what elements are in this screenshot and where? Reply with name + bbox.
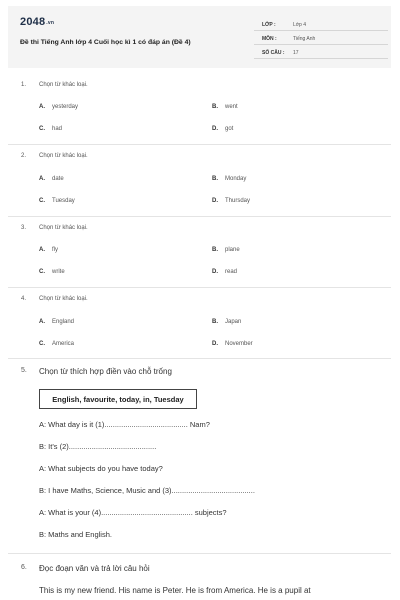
meta-grade-label: LỚP : xyxy=(262,22,276,28)
option-c[interactable]: C. America xyxy=(39,341,75,347)
option-d[interactable]: D. got xyxy=(212,126,234,132)
option-b[interactable]: B. went xyxy=(212,104,238,110)
meta-count-value: 17 xyxy=(293,50,299,56)
question-prompt: Đọc đoạn văn và trả lời câu hỏi xyxy=(39,564,150,573)
word-bank-box xyxy=(39,389,197,409)
question-prompt: Chọn từ thích hợp điền vào chỗ trống xyxy=(39,367,172,376)
divider xyxy=(8,287,391,288)
divider xyxy=(8,553,391,554)
dialogue-line: B: Maths and English. xyxy=(39,530,112,539)
question-prompt: Chọn từ khác loại. xyxy=(39,153,88,159)
reading-paragraph: This is my new friend. His name is Peter. He is from America. He is a pupil at xyxy=(39,586,311,595)
option-c[interactable]: C. had xyxy=(39,126,63,132)
meta-grade-value: Lớp 4 xyxy=(293,22,307,28)
meta-subject-label: MÔN : xyxy=(262,36,277,42)
divider xyxy=(8,144,391,145)
option-a[interactable]: A. England xyxy=(39,319,75,325)
option-a[interactable]: A. date xyxy=(39,176,64,182)
divider xyxy=(8,358,391,359)
dialogue-line: B: I have Maths, Science, Music and (3)........................................ xyxy=(39,486,255,495)
question-number: 3. xyxy=(21,225,27,231)
site-logo[interactable]: 2048.vn xyxy=(20,16,55,28)
option-b[interactable]: B. Monday xyxy=(212,176,247,182)
page-title: Đề thi Tiếng Anh lớp 4 Cuối học kì 1 có đáp án (Đề 4) xyxy=(20,39,191,46)
option-a[interactable]: A. fly xyxy=(39,247,58,253)
question-prompt: Chọn từ khác loại. xyxy=(39,82,88,88)
meta-question-count xyxy=(254,48,388,59)
meta-subject xyxy=(254,34,388,45)
question-number: 1. xyxy=(21,82,27,88)
question-prompt: Chọn từ khác loại. xyxy=(39,296,88,302)
dialogue-line: B: It's (2).......................................... xyxy=(39,442,157,451)
option-b[interactable]: B. plane xyxy=(212,247,240,253)
meta-subject-value: Tiếng Anh xyxy=(293,36,316,42)
option-b[interactable]: B. Japan xyxy=(212,319,242,325)
question-number: 6. xyxy=(21,564,27,571)
meta-count-label: SỐ CÂU : xyxy=(262,50,285,56)
option-d[interactable]: D. November xyxy=(212,341,253,347)
exam-header xyxy=(8,6,391,68)
question-prompt: Chọn từ khác loại. xyxy=(39,225,88,231)
option-d[interactable]: D. read xyxy=(212,269,238,275)
dialogue-line: A: What day is it (1)........................................ Nam? xyxy=(39,420,210,429)
word-bank-text: English, favourite, today, in, Tuesday xyxy=(52,395,184,404)
option-a[interactable]: A. yesterday xyxy=(39,104,79,110)
option-d[interactable]: D. Thursday xyxy=(212,198,251,204)
option-c[interactable]: C. write xyxy=(39,269,65,275)
dialogue-line: A: What subjects do you have today? xyxy=(39,464,163,473)
option-c[interactable]: C. Tuesday xyxy=(39,198,75,204)
question-number: 4. xyxy=(21,296,27,302)
meta-grade xyxy=(254,20,388,31)
divider xyxy=(8,216,391,217)
dialogue-line: A: What is your (4)............................................ subjects? xyxy=(39,508,227,517)
question-number: 2. xyxy=(21,153,27,159)
question-number: 5. xyxy=(21,367,27,374)
